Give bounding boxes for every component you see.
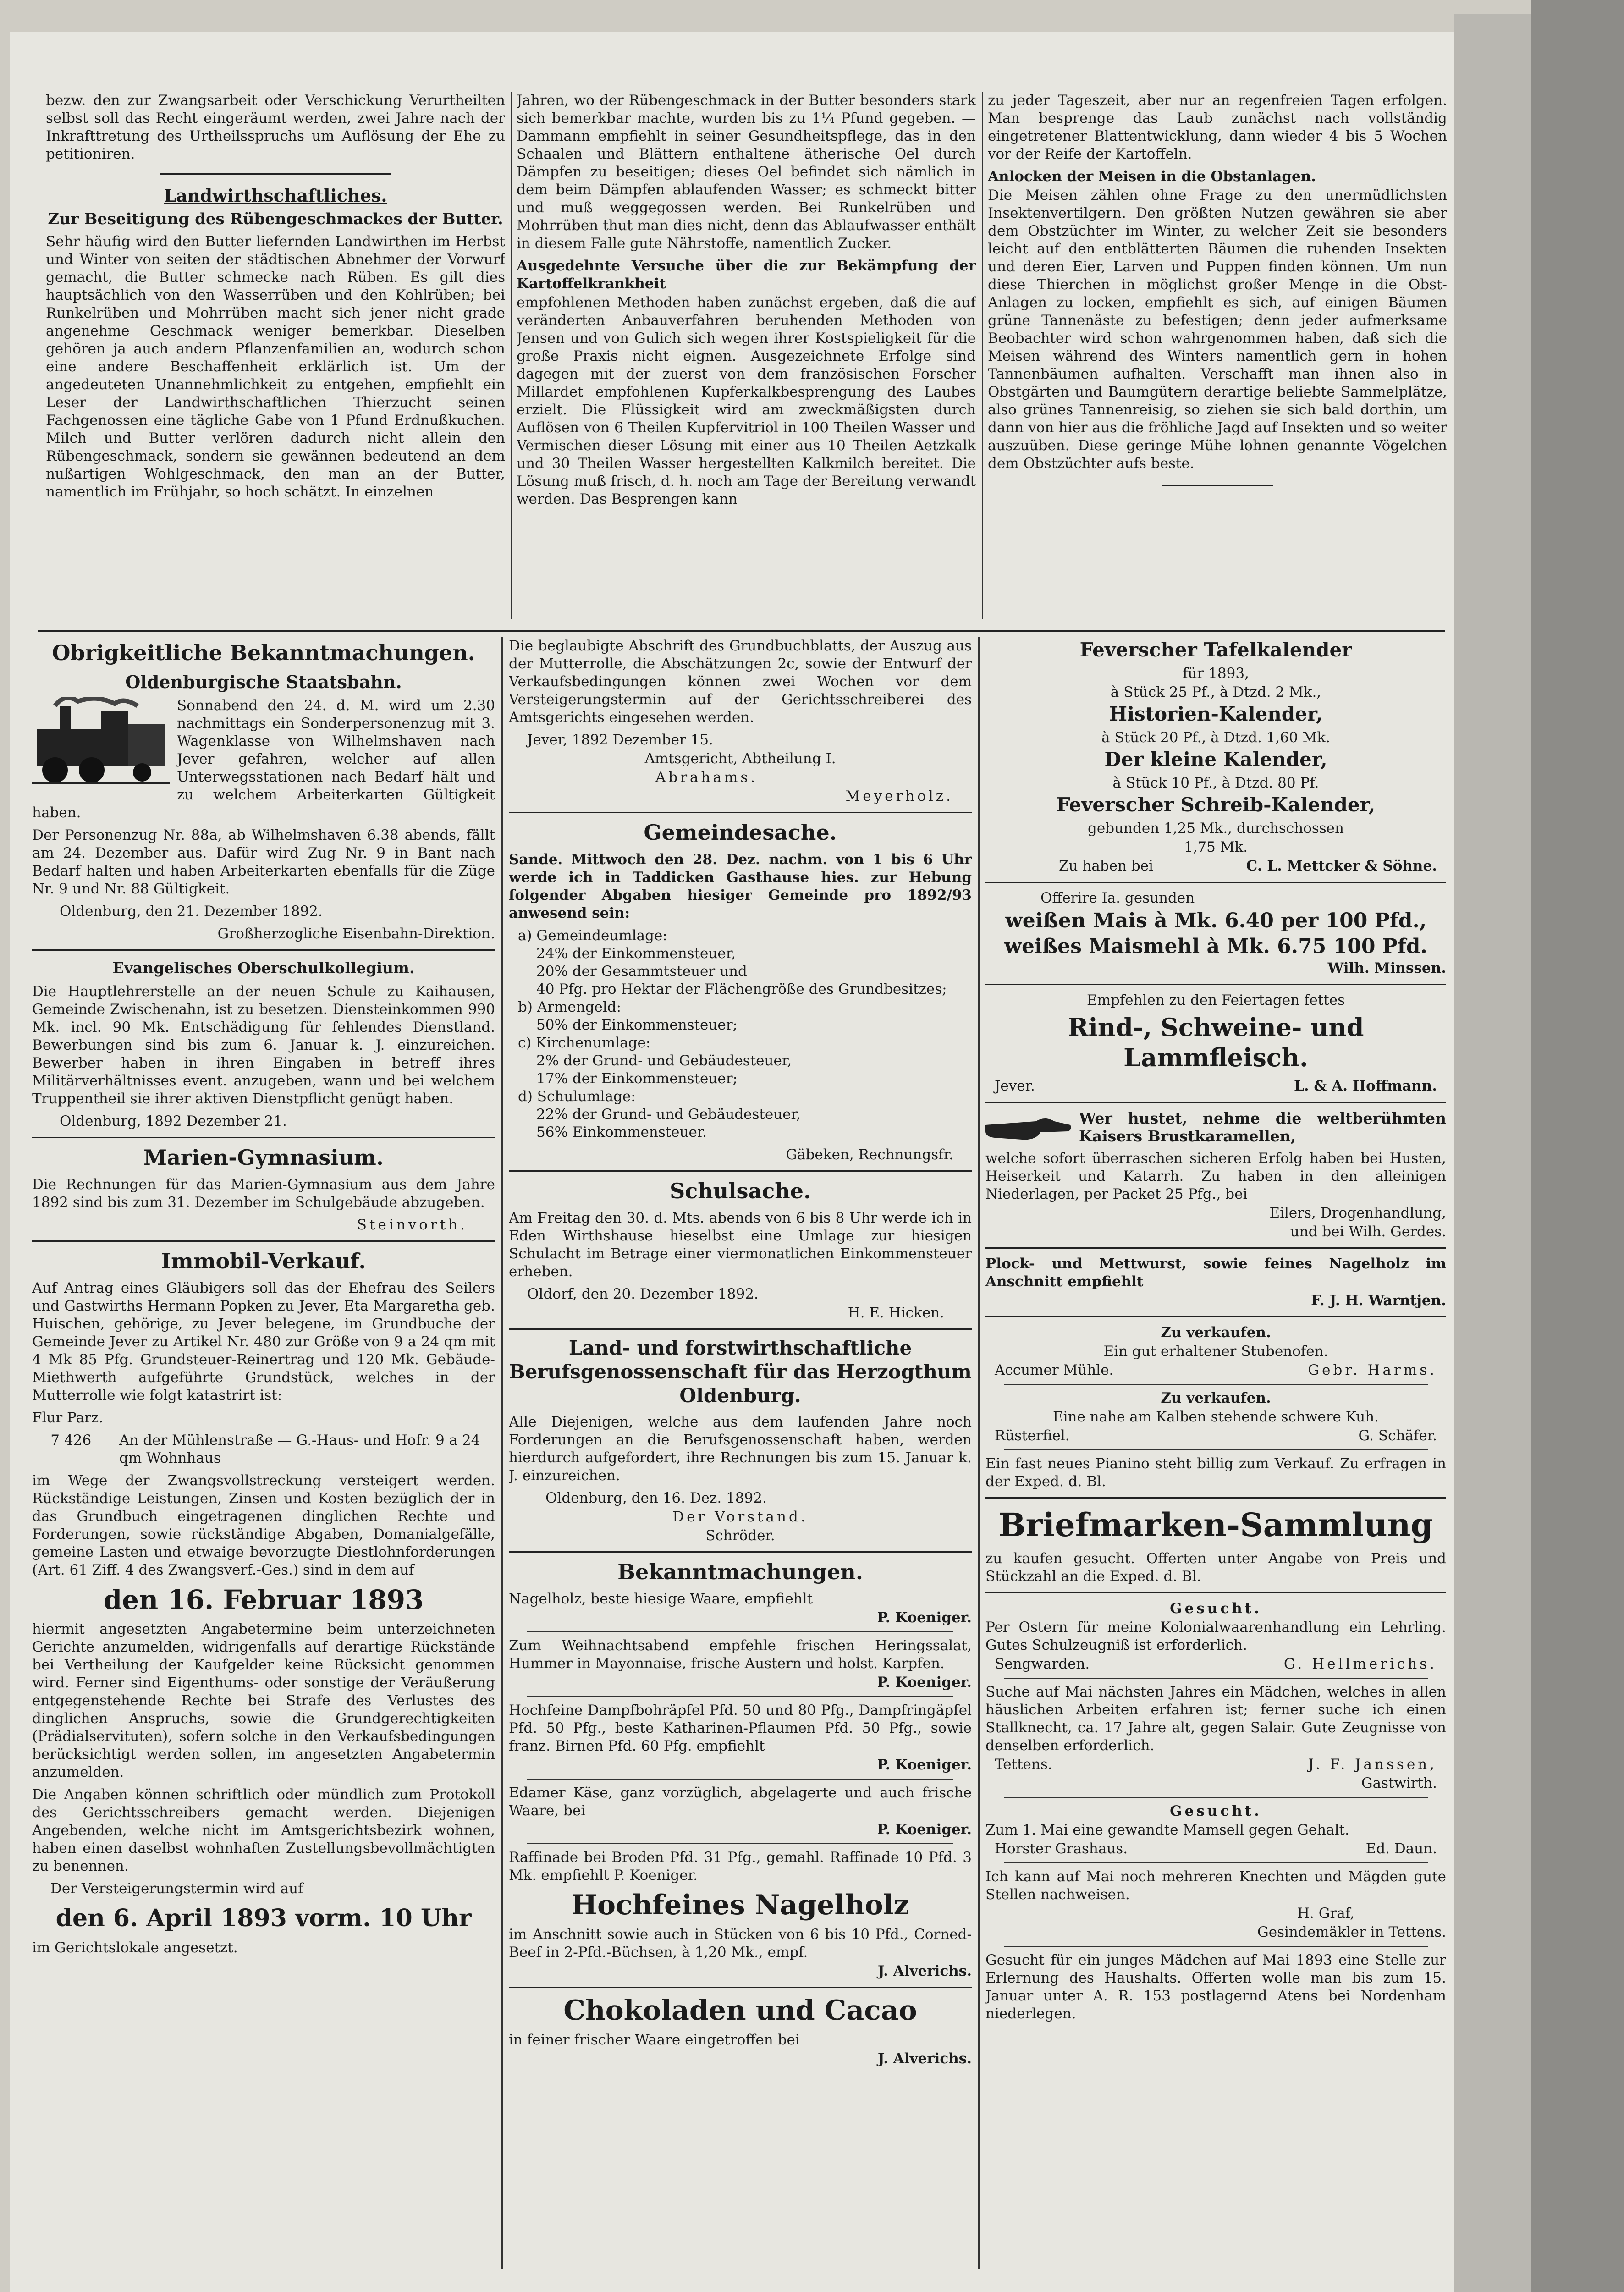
text-paragraph: im Gerichtslokale angesetzt. [32, 1939, 238, 1956]
divider [509, 1987, 972, 1988]
levy-list [509, 927, 972, 1141]
ad-line: à Stück 25 Pf., à Dtzd. 2 Mk., [1110, 684, 1321, 700]
text-paragraph: im Anschnitt sowie auch in Stücken von 6 bis 10 Pfd., Corned-Beef in 2-Pfd.-Büchsen, à 1,20 Mk., empf. [509, 1926, 972, 1961]
list-item: 2% der Grund- und Gebäudesteuer, [536, 1052, 792, 1069]
column-rule [501, 637, 503, 2269]
list-item: 40 Pfg. pro Hektar der Flächengröße des Grundbesitzes; [536, 981, 947, 997]
divider [985, 1497, 1446, 1499]
text-paragraph: bezw. den zur Zwangsarbeit oder Verschickung Verurtheilten selbst soll das Recht eingeräumt werden, zwei Jahre nach der Inkrafttretung des Urtheilsspruchs um Auflösung der Ehe zu petitioniren. [46, 92, 505, 162]
ad-line: Ein gut erhaltener Stubenofen. [1103, 1343, 1328, 1360]
place-label: Horster Grashaus. [995, 1840, 1128, 1857]
ad-line [985, 1756, 1446, 1774]
ad-title: Chokoladen und Cacao [563, 1994, 917, 2027]
signature: und bei Wilh. Gerdes. [1290, 1223, 1446, 1240]
divider [509, 812, 972, 813]
signature: P. Koeniger. [877, 1609, 972, 1626]
signature: Gastwirth. [1361, 1775, 1437, 1791]
text-paragraph: welche sofort überraschen sicheren Erfolg haben bei Husten, Heiserkeit und Katarrh. Zu haben in den alleinigen Niederlagen, per Packet 25 Pfg., bei [985, 1150, 1446, 1202]
ad-line: à Stück 20 Pf., à Dtzd. 1,60 Mk. [1101, 729, 1330, 746]
text-paragraph: Zum 1. Mai eine gewandte Mamsell gegen Gehalt. [985, 1822, 1349, 1838]
list-item: 50% der Einkommensteuer; [536, 1017, 738, 1033]
ad-title: Marien-Gymnasium. [143, 1145, 384, 1170]
ad-line [985, 1077, 1446, 1095]
ad-title: Gesucht. [1170, 1600, 1262, 1617]
text-paragraph: Raffinade bei Broden Pfd. 31 Pfg., gemahl. Raffinade 10 Pfd. 3 Mk. empfiehlt P. Koeniger. [509, 1849, 972, 1884]
divider [985, 1102, 1446, 1103]
text-paragraph: Am Freitag den 30. d. Mts. abends von 6 bis 8 Uhr werde ich in Eden Wirthshause hieselbst eine Umlage zur hiesigen Schulacht im Betrage einer viermonatlichen Einkommensteuer erheben. [509, 1210, 972, 1280]
text-paragraph: Per Ostern für meine Kolonialwaarenhandlung ein Lehrling. Gutes Schulzeugniß ist erforderlich. [985, 1619, 1446, 1653]
signature: Großherzogliche Eisenbahn-Direktion. [217, 926, 495, 942]
ad-title: Briefmarken-Sammlung [998, 1506, 1433, 1544]
divider [509, 1170, 972, 1172]
signature: Meyerholz. [845, 788, 953, 804]
divider [509, 1551, 972, 1553]
place-label: Tettens. [995, 1756, 1052, 1773]
section-heading: Landwirthschaftliches. [164, 185, 387, 206]
date-line: Oldenburg, 1892 Dezember 21. [60, 1113, 287, 1129]
signature: Gebr. Harms. [1308, 1362, 1437, 1378]
newspaper-page [10, 32, 1454, 2292]
ad-title: Feverscher Schreib-Kalender, [1056, 793, 1376, 816]
ad-title: Rind-, Schweine- und Lammfleisch. [1068, 1013, 1364, 1072]
list-item: c) Kirchenumlage: [518, 1035, 651, 1051]
text-paragraph: Sonnabend den 24. d. M. wird um 2.30 nachmittags ein Sonderpersonenzug mit 3. Wagenklasse von Wilhelmshaven nach Jever gefahren, welcher auf allen Unterwegsstationen nach Bedarf hält und zu welchem Arbeiterkarten Gültigkeit haben. [32, 697, 495, 821]
place-label: Accumer Mühle. [995, 1362, 1114, 1378]
ad-line: Offerire Ia. gesunden [1040, 890, 1195, 906]
text-paragraph: Suche auf Mai nächsten Jahres ein Mädchen, welches in allen häuslichen Arbeiten erfahren ist; ferner suche ich einen Stallknecht, ca. 17 Jahre alt, gegen Salair. Gute Zeugnisse von denselben erforderlich. [985, 1684, 1446, 1754]
ad-title: Feverscher Tafelkalender [1079, 639, 1352, 661]
signature: Abrahams. [655, 769, 758, 786]
divider [527, 1696, 953, 1697]
list-item: 22% der Grund- und Gebäudesteuer, [536, 1106, 801, 1123]
text-paragraph: Der Versteigerungstermin wird auf [50, 1880, 303, 1897]
ad-title: Hochfeines Nagelholz [571, 1889, 909, 1921]
top-column-3 [988, 92, 1447, 628]
top-column-2 [517, 92, 976, 628]
section-rule [38, 630, 1445, 632]
ad-title: Zu verkaufen. [1161, 1390, 1271, 1406]
text-paragraph: Nagelholz, beste hiesige Waare, empfiehlt [509, 1591, 813, 1607]
place-label: Sengwarden. [995, 1656, 1090, 1672]
text-paragraph: Die beglaubigte Abschrift des Grundbuchblatts, der Auszug aus der Mutterrolle, die Abschätzungen 2c, sowie der Entwurf der Verkaufsbedingungen können zwei Wochen vor dem Versteigerungstermin auf der Gerichtsschreiberei des Amtsgerichts eingesehen werden. [509, 638, 972, 726]
text-paragraph: Sande. Mittwoch den 28. Dez. nachm. von 1 bis 6 Uhr werde ich in Taddicken Gasthause hies. zur Hebung folgender Abgaben hiesiger Gemeinde pro 1892/93 anwesend sein: [509, 851, 972, 921]
parcel-flur: 7 [50, 1432, 60, 1449]
text-paragraph: Alle Diejenigen, welche aus dem laufenden Jahre noch Forderungen an die Berufsgenossenschaft haben, werden hierdurch aufgefordert, ihre Rechnungen bis zum 15. Januar k. J. einzureichen. [509, 1414, 972, 1484]
signature: J. F. Janssen, [1308, 1756, 1437, 1773]
signature: Gesindemäkler in Tettens. [1257, 1924, 1446, 1940]
ad-line: Eine nahe am Kalben stehende schwere Kuh. [1052, 1409, 1379, 1425]
ad-line [985, 1427, 1446, 1445]
article-title: Ausgedehnte Versuche über die zur Bekämpfung der Kartoffelkrankheit [517, 258, 976, 292]
ad-line: 1,75 Mk. [1184, 839, 1248, 855]
parcel-row [32, 1432, 495, 1467]
divider [527, 1843, 953, 1844]
signature: G. Hellmerichs. [1283, 1656, 1437, 1672]
date-line: Oldenburg, den 21. Dezember 1892. [60, 903, 323, 920]
text-paragraph: Ich kann auf Mai noch mehreren Knechten und Mägden gute Stellen nachweisen. [985, 1868, 1446, 1903]
parcel-number: 426 [64, 1432, 92, 1449]
signature: J. Alverichs. [877, 2050, 972, 2067]
text-paragraph: hiermit angesetzten Angabetermine beim unterzeichneten Gerichte anzumelden, widrigenfalls auf derartige Rückstände bei Vertheilung der Kaufgelder keine Rücksicht genommen wird. Ferner sind Eigenthums- oder sonstige der Veräußerung entgegenstehende Rechte bei Strafe des Verlustes des dinglichen Anspruchs, sowie die Grundgerechtigkeiten (Prädialservituten), sofern solche in den Verkaufsbedingungen berücksichtigt werden sollen, im angesetzten Angabetermin anzumelden. [32, 1621, 495, 1780]
signature: Eilers, Drogenhandlung, [1269, 1205, 1446, 1221]
top-column-1 [46, 92, 505, 628]
divider [1004, 1449, 1428, 1450]
divider [985, 1247, 1446, 1249]
ads-column-2 [509, 637, 972, 2269]
date-highlight: den 16. Februar 1893 [103, 1584, 424, 1615]
text-paragraph: Die Hauptlehrerstelle an der neuen Schule zu Kaihausen, Gemeinde Zwischenahn, ist zu besetzen. Diensteinkommen 990 Mk. incl. 90 Mk. Entschädigung für fehlendes Dienstland. Bewerbungen sind bis zum 6. Januar k. J. einzureichen. Bewerber haben in ihren Eingaben in betreff ihres Militärverhältnisses event. anzugeben, wann und bei welchem Truppentheil sie ihrer aktiven Dienstpflicht genügt haben. [32, 983, 495, 1107]
list-item: 20% der Gesammtsteuer und [536, 963, 747, 980]
date-line: Oldorf, den 20. Dezember 1892. [527, 1286, 759, 1302]
text-paragraph: empfohlenen Methoden haben zunächst ergeben, daß die auf veränderten Anbauverfahren beruhenden Methoden von Jensen und von Gulich sich wegen ihrer Kostspieligkeit für die große Praxis nicht eignen. Ausgezeichnete Erfolge sind dagegen mit der zuerst von dem französischen Forscher Millardet empfohlenen Kupferkalkbesprengung des Laubes erzielt. Die Flüssigkeit wird am zweckmäßigsten durch Auflösen von 6 Theilen Kupfervitriol in 100 Theilen Wasser und Vermischen dieser Lösung mit einer aus 10 Theilen Aetzkalk und 30 Theilen Wasser hergestellten Kalkmilch bereitet. Die Lösung muß frisch, d. h. noch am Tage der Bereitung verwandt werden. Das Besprengen kann [517, 294, 976, 507]
ad-title: Immobil-Verkauf. [161, 1249, 366, 1273]
signature: C. L. Mettcker & Söhne. [1246, 858, 1437, 874]
divider [985, 882, 1446, 883]
date-line: Oldenburg, den 16. Dez. 1892. [545, 1490, 767, 1506]
divider [32, 949, 495, 951]
list-item: 17% der Einkommensteuer; [536, 1070, 738, 1087]
text-paragraph: Jahren, wo der Rübengeschmack in der Butter besonders stark sich bemerkbar machte, wurden bis zu 1¼ Pfund gegeben. — Dammann empfiehlt in seiner Gesundheitspflege, das in den Schaalen und Blättern enthaltene ätherische Oel durch Dämpfen zu beseitigen; dieses Oel befindet sich nämlich in dem beim Dämpfen ablaufenden Wasser; es schmeckt bitter und muß weggegossen werden. Bei Runkelrüben und Mohrrüben thut man dies nicht, denn das Ablaufwasser enthält in diesem Falle gute Nährstoffe, namentlich Zucker. [517, 92, 976, 252]
signature: H. Graf, [1297, 1905, 1354, 1922]
signature: P. Koeniger. [877, 1821, 972, 1838]
ad-title: Schulsache. [669, 1179, 811, 1203]
signature: P. Koeniger. [877, 1757, 972, 1773]
signature: G. Schäfer. [1358, 1427, 1437, 1444]
text-paragraph: Die Angaben können schriftlich oder mündlich zum Protokoll des Gerichtsschreibers gemacht werden. Diejenigen Angebenden, welche nicht im Amtsgerichtsbezirk wohnen, haben einen daselbst wohnhaften Zustellungsbevollmächtigten zu benennen. [32, 1786, 495, 1874]
divider [985, 1316, 1446, 1317]
ad-line: gebunden 1,25 Mk., durchschossen [1088, 820, 1344, 837]
text-paragraph: Plock- und Mettwurst, sowie feines Nagelholz im Anschnitt empfiehlt [985, 1256, 1446, 1290]
ad-title: Evangelisches Oberschulkollegium. [112, 959, 415, 977]
price-line: weißen Mais à Mk. 6.40 per 100 Pfd., [1005, 909, 1427, 932]
ad-line [985, 1361, 1446, 1379]
text-paragraph: Die Rechnungen für das Marien-Gymnasium aus dem Jahre 1892 sind bis zum 31. Dezember im Schulgebäude abzugeben. [32, 1176, 495, 1211]
signature: Der Vorstand. [672, 1509, 808, 1525]
ad-line: Empfehlen zu den Feiertagen fettes [1086, 992, 1345, 1008]
text-paragraph: Auf Antrag eines Gläubigers soll das der Ehefrau des Seilers und Gastwirths Hermann Popken zu Jever, Eta Margaretha geb. Huischen, gehörige, zu Jever belegene, im Grundbuche der Gemeinde Jever zu Artikel Nr. 480 zur Größe von 9 a 24 qm mit 4 Mk 85 Pfg. Grundsteuer-Reinertrag und 120 Mk. Gebäude-Miethwerth aufgeführte Grundstück, welches in der Mutterrolle wie folgt katastrirt ist: [32, 1280, 495, 1404]
place-label: Jever. [995, 1078, 1035, 1094]
ad-line: à Stück 10 Pf., à Dtzd. 80 Pf. [1112, 775, 1319, 791]
parcel-description: An der Mühlenstraße — G.-Haus- und Hofr. 9 a 24 qm Wohnhaus [119, 1432, 480, 1466]
court-name: Amtsgericht, Abtheilung I. [644, 750, 836, 767]
column-rule [978, 637, 980, 2269]
signature: Gäbeken, Rechnungsfr. [786, 1146, 953, 1163]
text-paragraph: Gesucht für ein junges Mädchen auf Mai 1893 eine Stelle zur Erlernung des Haushalts. Offerten wolle man bis zum 15. Januar unter A. R. 153 postlagernd Atens bei Nordenham niederlegen. [985, 1952, 1446, 2022]
article-title: Anlocken der Meisen in die Obstanlagen. [988, 168, 1316, 185]
signature: J. Alverichs. [877, 1963, 972, 1979]
list-item: a) Gemeindeumlage: [518, 927, 667, 944]
ad-title: Oldenburgische Staatsbahn. [125, 672, 402, 692]
column-rule [511, 92, 512, 619]
ad-title: Der kleine Kalender, [1104, 748, 1327, 771]
page-edge-dark [1531, 0, 1624, 2292]
list-item: b) Armengeld: [518, 999, 622, 1015]
ad-line: für 1893, [1183, 665, 1249, 682]
text-paragraph: Wer hustet, nehme die weltberühmten Kaisers Brustkaramellen, [1079, 1109, 1446, 1145]
signature: L. & A. Hoffmann. [1294, 1078, 1437, 1094]
divider [527, 1779, 953, 1780]
text-paragraph: in feiner frischer Waare eingetroffen bei [509, 2032, 800, 2048]
parcel-detail: G.-Haus- und Hofr. 9 a 24 qm Wohnhaus [119, 1432, 480, 1466]
place-label: Rüsterfiel. [995, 1427, 1070, 1444]
date-line: Jever, 1892 Dezember 15. [527, 732, 713, 748]
list-item: d) Schulumlage: [518, 1088, 636, 1105]
column-rule [982, 92, 983, 619]
text-paragraph: im Wege der Zwangsvollstreckung versteigert werden. Rückständige Leistungen, Zinsen und Kosten bezüglich der in das Grundbuch eingetragenen dinglichen Rechte und Forderungen, sowie rückständige Abgaben, Domanialgefälle, gemeine Lasten und etwaige bevorzugte Diestlohnforderungen (Art. 61 Ziff. 4 des Zwangsverf.-Ges.) sind in dem auf [32, 1472, 495, 1578]
divider [509, 1328, 972, 1330]
signature: P. Koeniger. [877, 1674, 972, 1691]
ad-title: Zu verkaufen. [1161, 1324, 1271, 1341]
signature: Ed. Daun. [1365, 1840, 1437, 1857]
text-paragraph: Der Personenzug Nr. 88a, ab Wilhelmshaven 6.38 abends, fällt am 24. Dezember aus. Dafür wird Zug Nr. 9 in Bant nach Bedarf halten und haben Arbeiterkarten ebenfalls für die Züge Nr. 9 und Nr. 88 Gültigkeit. [32, 827, 495, 897]
parcel-location: An der Mühlenstraße [119, 1432, 273, 1449]
divider [1004, 1384, 1428, 1385]
signature: H. E. Hicken. [848, 1305, 944, 1321]
divider [1004, 1946, 1428, 1947]
ads-column-3 [985, 637, 1446, 2269]
text-paragraph: Zum Weihnachtsabend empfehle frischen Heringssalat, Hummer in Mayonnaise, frische Austern und holst. Karpfen. [509, 1637, 972, 1672]
signature: Schröder. [705, 1527, 775, 1544]
text-paragraph: Hochfeine Dampfbohräpfel Pfd. 50 und 80 Pfg., Dampfringäpfel Pfd. 50 Pfg., beste Katharinen-Pflaumen Pfd. 50 Pfg., sowie franz. Birnen Pfd. 60 Pfg. empfiehlt [509, 1702, 972, 1754]
ad-line [985, 1840, 1446, 1858]
divider [1004, 1678, 1428, 1679]
list-item: 24% der Einkommensteuer, [536, 945, 736, 962]
ad-title: Land- und forstwirthschaftliche Berufsgenossenschaft für das Herzogthum Oldenburg. [509, 1337, 972, 1407]
availability-label: Zu haben bei [1059, 858, 1153, 874]
text-paragraph: Edamer Käse, ganz vorzüglich, abgelagerte und auch frische Waare, bei [509, 1785, 972, 1819]
text-paragraph: Sehr häufig wird den Butter liefernden Landwirthen im Herbst und Winter von seiten der städtischen Abnehmer der Vorwurf gemacht, die Butter schmecke nach Rüben. Es gilt dies hauptsächlich von den Wasserrüben und den Kohlrüben; bei Runkelrüben und Mohrrüben macht sich jener nicht grade angenehme Geschmack weniger bemerkbar. Dieselben gehören ja auch andern Pflanzenfamilien an, wodurch schon eine andere Beschaffenheit erklärlich ist. Um der angedeuteten Unannehmlichkeit zu entgehen, empfiehlt ein Leser der Landwirthschaftlichen Thierzucht seinen Fachgenossen eine tägliche Gabe von 1 Pfund Erdnußkuchen. Milch und Butter verlören dadurch nicht allein den Rübengeschmack, sondern sie gewännen bedeutend an dem nußartigen Wohlgeschmack, den man an der Butter, namentlich im Frühjahr, so hoch schätzt. In einzelnen [46, 233, 505, 500]
pointing-hand-icon [985, 1111, 1073, 1148]
divider [32, 1137, 495, 1138]
parcel-header: Flur Parz. [32, 1410, 104, 1426]
ad-title: Gemeindesache. [644, 820, 837, 845]
divider [1162, 485, 1273, 486]
price-line: weißes Maismehl à Mk. 6.75 100 Pfd. [1004, 935, 1427, 958]
divider [160, 173, 391, 175]
ad-title: Gesucht. [1170, 1803, 1262, 1819]
ad-line [985, 1655, 1446, 1673]
divider [985, 984, 1446, 985]
signature: Steinvorth. [357, 1217, 468, 1233]
divider [985, 1592, 1446, 1593]
ad-title: Bekanntmachungen. [617, 1559, 863, 1584]
locomotive-icon [32, 697, 170, 788]
divider [1004, 1862, 1428, 1863]
text-paragraph: Ein fast neues Pianino steht billig zum Verkauf. Zu erfragen in der Exped. d. Bl. [985, 1455, 1446, 1490]
section-heading: Obrigkeitliche Bekanntmachungen. [52, 640, 475, 665]
list-item: 56% Einkommensteuer. [536, 1124, 707, 1140]
ad-title: Historien-Kalender, [1109, 703, 1323, 725]
article-title: Zur Beseitigung des Rübengeschmackes der Butter. [48, 210, 503, 228]
text-paragraph: zu jeder Tageszeit, aber nur an regenfreien Tagen erfolgen. Man besprenge das Laub zunächst nach vollständig eingetretener Blattentwicklung, dann wieder 4 bis 5 Wochen vor der Reife der Kartoffeln. [988, 92, 1447, 162]
divider [527, 1631, 953, 1632]
divider [1004, 1797, 1428, 1798]
text-paragraph: zu kaufen gesucht. Offerten unter Angabe von Preis und Stückzahl an die Exped. d. Bl. [985, 1550, 1446, 1585]
signature: Wilh. Minssen. [1327, 960, 1446, 976]
divider [32, 1240, 495, 1242]
ads-column-1 [32, 637, 495, 2269]
text-paragraph: Die Meisen zählen ohne Frage zu den unermüdlichsten Insektenvertilgern. Den größten Nutzen gewähren sie aber dem Obstzüchter im Winter, zu welcher Zeit sie besonders leicht auf den entblätterten Bäumen die ruhenden Insekten und deren Eier, Larven und Puppen finden können. Um nun diese Thierchen in möglichst großer Menge in die Obst-Anlagen zu locken, empfiehlt es sich, auf einigen Bäumen grüne Tannenäste zu befestigen; denn jeder aufmerksame Beobachter wird schon wahrgenommen haben, daß sich die Meisen während des Winters namentlich gern in hohen Tannenbäumen aufhalten. Verschafft man ihnen also in Obstgärten und Baumgütern derartige beliebte Sammelplätze, also grünes Tannenreisig, so ziehen sie sich bald dorthin, um dann von hier aus die fröhliche Jagd auf Insekten und so weiter auszuüben. Diese geringe Mühe lohnen genannte Vögelchen dem Obstzüchter aufs beste. [988, 187, 1447, 472]
date-highlight: den 6. April 1893 vorm. 10 Uhr [55, 1904, 472, 1932]
ad-line [985, 857, 1446, 875]
signature: F. J. H. Warntjen. [1311, 1292, 1446, 1309]
